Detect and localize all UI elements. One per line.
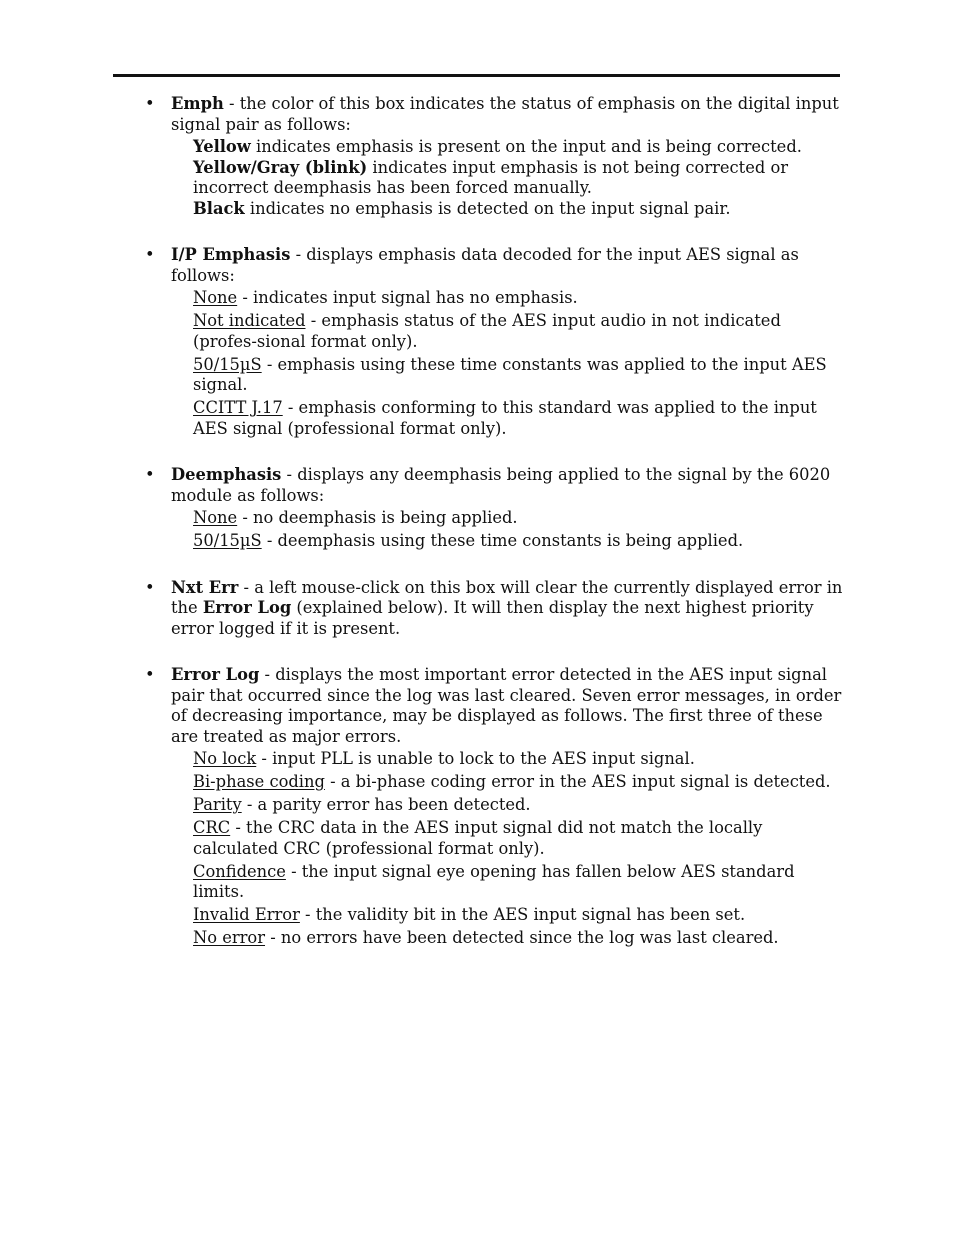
sub-item <box>193 772 845 793</box>
sub-item <box>193 928 845 949</box>
sub-description: - deemphasis using these time constants is being applied. <box>261 531 744 550</box>
item-description: - the color of this box indicates the status of emphasis on the digital input signal pair as follows: <box>171 94 839 134</box>
item-description: - displays emphasis data decoded for the input AES signal as follows: <box>171 245 799 285</box>
sub-term: Bi-phase coding <box>193 772 325 791</box>
sub-list <box>193 508 845 552</box>
item-term: Emph <box>171 94 224 113</box>
sub-item <box>193 158 845 199</box>
sub-item <box>193 355 845 396</box>
sub-description: - a bi-phase coding error in the AES input signal is detected. <box>324 772 831 791</box>
sub-item <box>193 818 845 859</box>
sub-item <box>193 508 845 529</box>
bullet-icon: • <box>145 577 155 597</box>
list-item-error-log <box>145 665 845 949</box>
sub-description: - emphasis status of the AES input audio in not indicated (profes-sional format only). <box>193 311 781 351</box>
sub-item <box>193 288 845 309</box>
item-paragraph <box>171 94 845 135</box>
sub-term: Yellow/Gray (blink) <box>193 157 368 177</box>
sub-description: - the CRC data in the AES input signal did not match the locally calculated CRC (professional format only). <box>193 818 763 858</box>
bullet-icon: • <box>145 245 155 264</box>
sub-description: - no deemphasis is being applied. <box>237 508 518 527</box>
sub-item <box>193 862 845 903</box>
sub-item <box>193 137 845 158</box>
sub-item <box>193 199 845 220</box>
list-item-emph <box>145 94 845 219</box>
sub-description: - no errors have been detected since the log was last cleared. <box>265 928 779 947</box>
item-term: I/P Emphasis <box>171 245 291 264</box>
sub-item <box>193 531 845 552</box>
sub-term: CCITT J.17 <box>193 398 283 417</box>
item-description: - a left mouse-click on this box will clear the currently displayed error in the <box>171 577 843 617</box>
sub-term: 50/15µS <box>193 531 262 550</box>
sub-term: None <box>193 288 238 307</box>
header-rule <box>113 74 840 77</box>
sub-term: 50/15µS <box>193 354 262 374</box>
sub-item <box>193 905 845 926</box>
item-paragraph <box>171 465 845 506</box>
item-paragraph <box>171 245 845 286</box>
sub-list <box>193 749 845 949</box>
sub-description: - indicates input signal has no emphasis. <box>237 288 578 307</box>
sub-term: CRC <box>193 818 231 837</box>
sub-term: Parity <box>193 795 242 814</box>
item-term: Nxt Err <box>171 577 239 597</box>
sub-description: - emphasis conforming to this standard was applied to the input AES signal (professional format only). <box>193 398 817 438</box>
bullet-icon: • <box>145 665 155 684</box>
item-term: Error Log <box>171 665 260 684</box>
sub-list <box>193 137 845 219</box>
sub-description: indicates no emphasis is detected on the input signal pair. <box>244 198 731 218</box>
item-paragraph <box>171 578 845 640</box>
sub-description: indicates emphasis is present on the input and is being corrected. <box>250 137 802 156</box>
sub-term: Black <box>193 198 245 218</box>
item-term: Deemphasis <box>171 465 282 484</box>
page-content <box>145 94 845 975</box>
sub-term: None <box>193 508 238 527</box>
sub-description: - emphasis using these time constants was applied to the input AES signal. <box>193 354 827 394</box>
sub-term: Not indicated <box>193 311 306 330</box>
sub-description: - the input signal eye opening has fallen below AES standard limits. <box>193 861 795 901</box>
sub-item <box>193 311 845 352</box>
bullet-icon: • <box>145 94 155 113</box>
sub-term: Confidence <box>193 861 286 881</box>
item-description: - displays any deemphasis being applied to the signal by the 6020 module as follows: <box>171 465 831 505</box>
sub-item <box>193 795 845 816</box>
sub-description: indicates input emphasis is not being corrected or incorrect deemphasis has been forced manually. <box>193 157 789 197</box>
list-item-nxt-err <box>145 578 845 640</box>
item-inline-term: Error Log <box>202 598 292 617</box>
item-paragraph <box>171 665 845 747</box>
sub-term: No lock <box>193 749 257 768</box>
sub-term: Yellow <box>193 137 251 156</box>
sub-item <box>193 749 845 770</box>
bullet-icon: • <box>145 465 155 484</box>
sub-description: - the validity bit in the AES input signal has been set. <box>299 905 746 924</box>
item-description: (explained below). It will then display the next highest priority error logged if it is present. <box>171 598 814 638</box>
item-description: - displays the most important error detected in the AES input signal pair that occurred since the log was last cleared. Seven error messages, in order of decreasing importance, may be displayed as follows. The first three of these are treated as major errors. <box>171 665 842 746</box>
sub-list <box>193 288 845 439</box>
sub-description: - a parity error has been detected. <box>241 795 531 814</box>
list-item-ip-emphasis <box>145 245 845 439</box>
sub-description: - input PLL is unable to lock to the AES input signal. <box>256 749 695 768</box>
list-item-deemphasis <box>145 465 845 552</box>
sub-item <box>193 398 845 439</box>
sub-term: Invalid Error <box>193 905 300 924</box>
sub-term: No error <box>193 928 266 947</box>
